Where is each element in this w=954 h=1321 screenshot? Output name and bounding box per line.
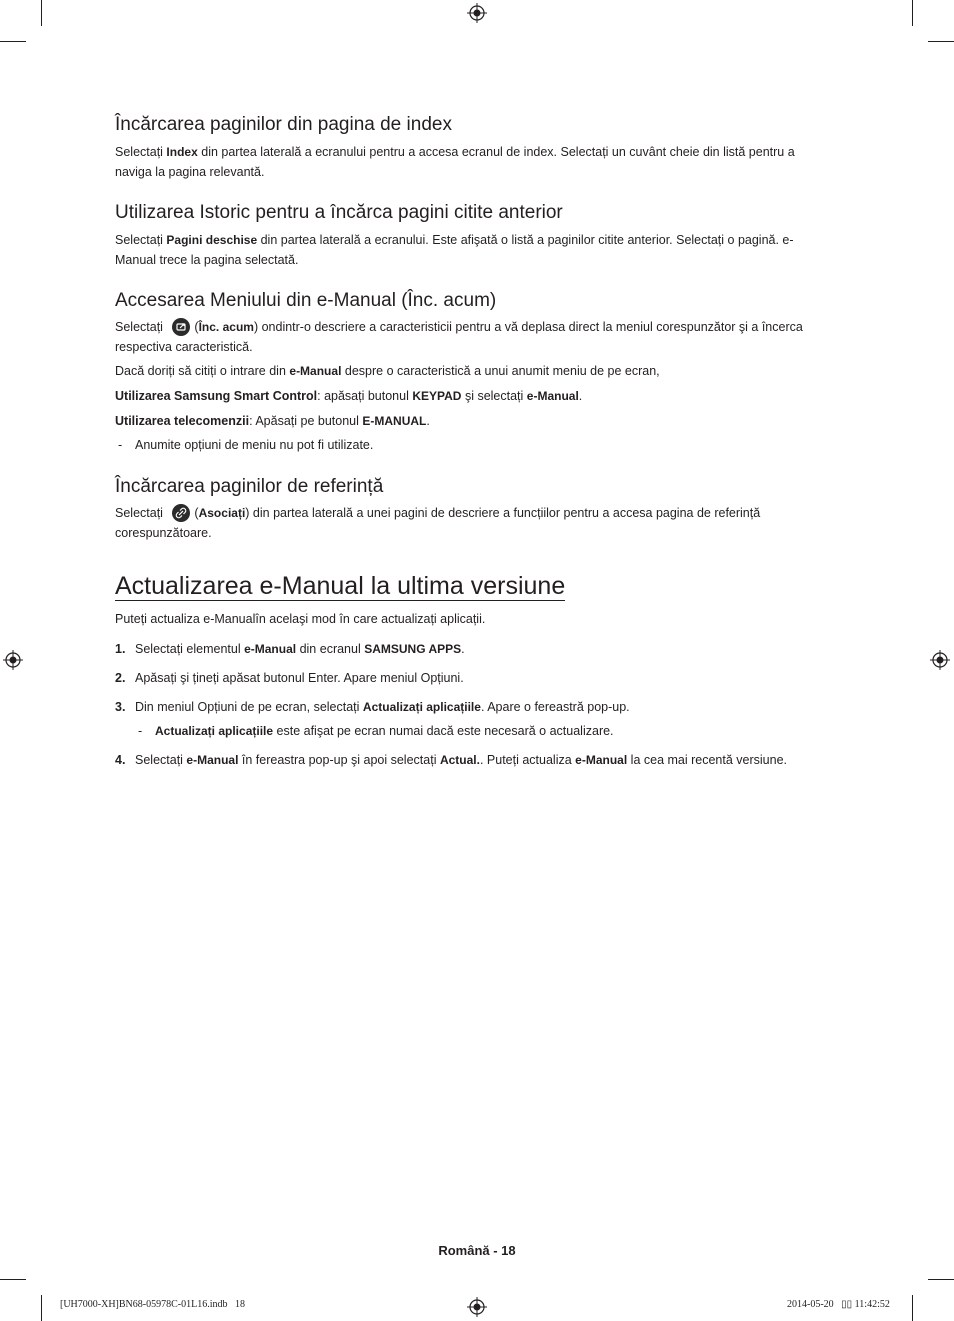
note-dash: - — [138, 724, 143, 738]
section-text-smart-control: Utilizarea Samsung Smart Control: apăsați butonul KEYPAD şi selectați e-Manual. — [115, 389, 583, 403]
section-text-index: Selectați Index din partea laterală a ecranului pentru a accesa ecranul de index. Selectați un cuvânt cheie din listă pentru a naviga la pagina relevantă. — [115, 145, 795, 179]
registration-mark-icon — [467, 1297, 487, 1317]
crop-mark — [912, 1295, 913, 1321]
crop-mark — [0, 1279, 26, 1280]
registration-mark-icon — [3, 650, 23, 670]
step-number: 4. — [115, 753, 126, 767]
date-slug: 2014-05-20 ▯▯ 11:42:52 — [787, 1299, 890, 1310]
section-heading-reference: Încărcarea paginilor de referință — [115, 476, 384, 497]
step-text: Selectați e-Manual în fereastra pop-up şi apoi selectați Actual.. Puteți actualiza e-Manual la cea mai recentă versiune. — [135, 753, 787, 767]
section-text-reference: Selectați (Asociați) din partea laterală a unei pagini de descriere a funcțiilor pentru a accesa pagina de referință corespunzătoare. — [115, 506, 761, 540]
step-number: 2. — [115, 671, 126, 685]
step-text: Apăsați şi țineți apăsat butonul Enter. Apare meniul Opțiuni. — [135, 671, 464, 685]
section-heading-try-now: Accesarea Meniului din e-Manual (Înc. acum) — [115, 290, 497, 311]
section-text-try-now-2: Dacă doriți să citiți o intrare din e-Manual despre o caracteristică a unui anumit meniu de pe ecran, — [115, 364, 660, 378]
crop-mark — [41, 1295, 42, 1321]
step-number: 3. — [115, 700, 126, 714]
step-text: Din meniul Opțiuni de pe ecran, selectați Actualizați aplicațiile. Apare o fereastră pop-up. — [135, 700, 630, 714]
section-text-try-now: Selectați (Înc. acum) ondintr-o descriere a caracteristicii pentru a vă deplasa direct la meniul corespunzător şi a încerca respectiva caracteristică. — [115, 320, 803, 354]
crop-mark — [928, 41, 954, 42]
try-now-icon — [172, 318, 190, 336]
file-slug: [UH7000-XH]BN68-05978C-01L16.indb 18 — [60, 1299, 245, 1310]
note-dash: - — [118, 438, 123, 452]
step-number: 1. — [115, 642, 126, 656]
step-note: Actualizați aplicațiile este afişat pe ecran numai dacă este necesară o actualizare. — [155, 724, 614, 738]
section-text-history: Selectați Pagini deschise din partea laterală a ecranului. Este afişată o listă a paginilor citite anterior. Selectați o pagină. e-Manual trece la pagina selectată. — [115, 233, 794, 267]
crop-mark — [912, 0, 913, 26]
page-number: Română - 18 — [438, 1243, 516, 1258]
main-heading: Actualizarea e-Manual la ultima versiune — [115, 572, 566, 600]
link-icon — [172, 504, 190, 522]
registration-mark-icon — [930, 650, 950, 670]
section-note-try-now: Anumite opțiuni de meniu nu pot fi utilizate. — [135, 438, 374, 452]
intro-text: Puteți actualiza e-Manualîn acelaşi mod în care actualizați aplicații. — [115, 612, 486, 626]
crop-mark — [0, 41, 26, 42]
step-text: Selectați elementul e-Manual din ecranul SAMSUNG APPS. — [135, 642, 465, 656]
crop-mark — [41, 0, 42, 26]
section-heading-index: Încărcarea paginilor din pagina de index — [115, 114, 452, 135]
crop-mark — [928, 1279, 954, 1280]
section-text-remote: Utilizarea telecomenzii: Apăsați pe butonul E-MANUAL. — [115, 414, 430, 428]
section-heading-history: Utilizarea Istoric pentru a încărca pagini citite anterior — [115, 202, 563, 223]
registration-mark-icon — [467, 3, 487, 23]
